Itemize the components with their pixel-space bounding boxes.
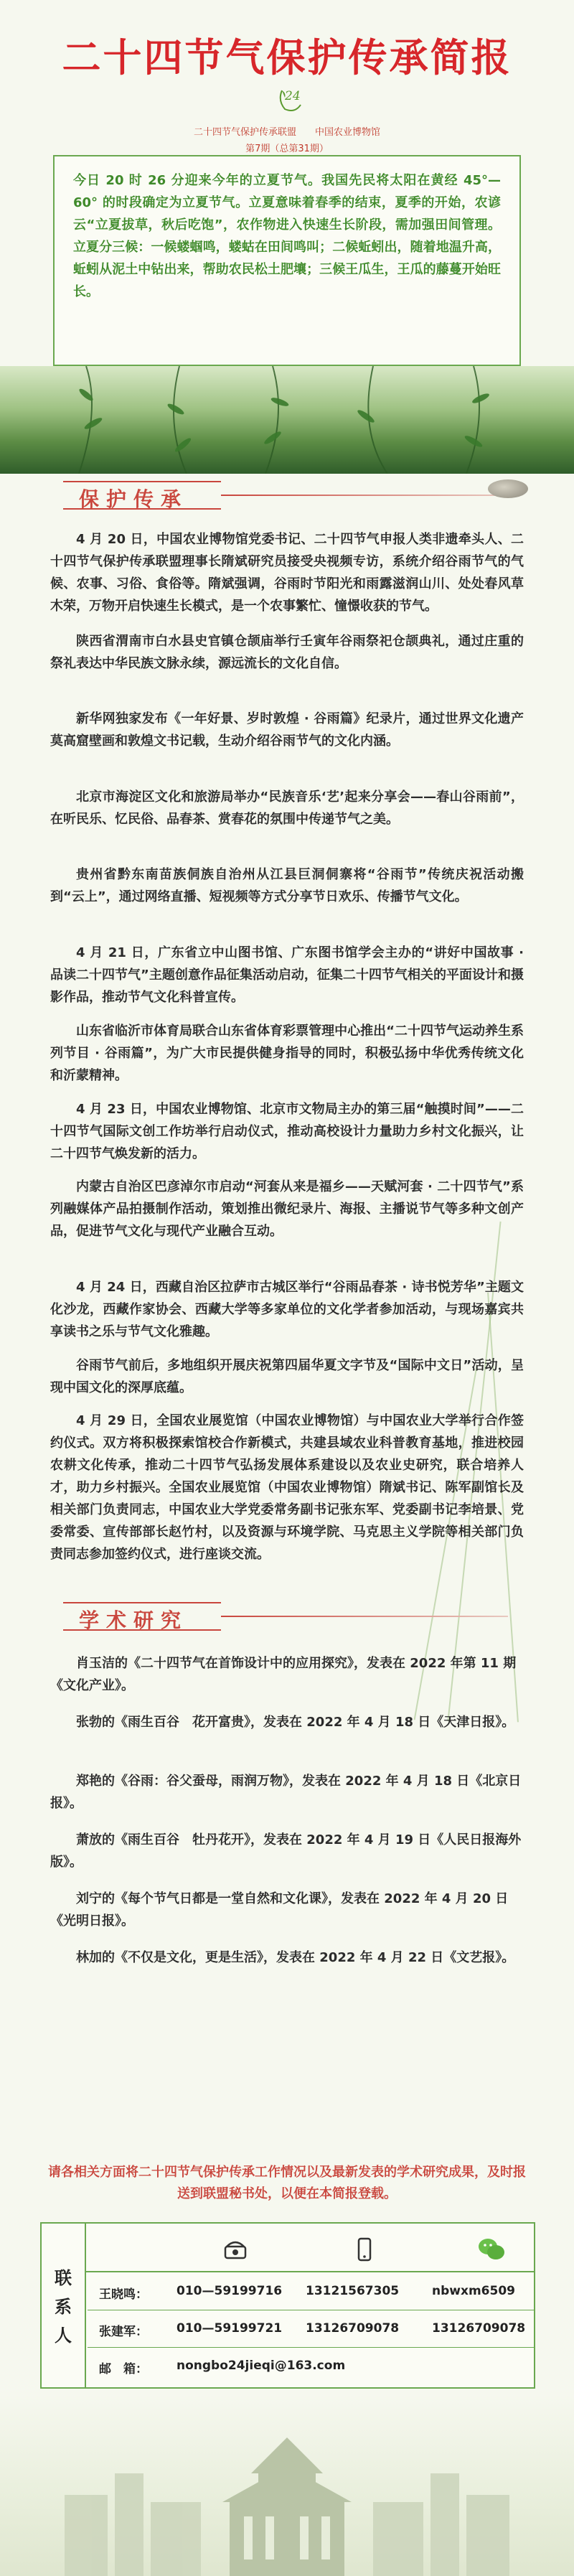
protect-para: 新华网独家发布《一年好景、岁时敦煌 · 谷雨篇》纪录片，通过世界文化遗产莫高窟壁画和敦煌文书记载，生动介绍谷雨节气的文化内涵。 bbox=[50, 711, 524, 749]
willow-decoration bbox=[0, 366, 574, 474]
section-research-header bbox=[22, 1595, 552, 1641]
contact-icons-row bbox=[86, 2229, 534, 2272]
mobile-icon bbox=[352, 2237, 377, 2262]
research-ref: 萧放的《雨生百谷 牡丹花开》，发表在 2022 年 4 月 19 日《人民日报海外版》。 bbox=[50, 1832, 522, 1870]
contact-mobile: 13121567305 bbox=[306, 2284, 400, 2298]
contact-name: 张建军： bbox=[99, 2325, 148, 2339]
intro-box: 今日 20 时 26 分迎来今年的立夏节气。我国先民将太阳在黄经 45°—60° 的时段确定为立夏节气。立夏意味着春季的结束，夏季的开始，农谚云“立夏拔草，秋后吃饱”，农作物进入快速生长阶段，需加强田间管理。立夏分三候：一候蝼蝈鸣，蝼蛄在田间鸣叫；二候蚯蚓出，随着地温升高，蚯蚓从泥土中钻出来，帮助农民松土肥壤；三候王瓜生，王瓜的藤蔓开始旺长。 bbox=[53, 155, 521, 366]
research-ref: 张勃的《雨生百谷 花开富贵》，发表在 2022 年 4 月 18 日《天津日报》。 bbox=[76, 1715, 515, 1730]
contact-side-char: 系 bbox=[55, 2297, 72, 2317]
header-orgs: 二十四节气保护传承联盟 中国农业博物馆 bbox=[193, 127, 380, 138]
protect-para: 山东省临沂市体育局联合山东省体育彩票管理中心推出“二十四节气运动养生系列节目 · 谷雨篇”，为广大市民提供健身指导的同时，积极弘扬中华优秀传统文化和沂蒙精神。 bbox=[50, 1024, 524, 1083]
contact-phone: 010—59199716 bbox=[177, 2284, 283, 2298]
protect-para: 贵州省黔东南苗族侗族自治州从江县巨洞侗寨将“谷雨节”传统庆祝活动搬到“云上”，通过网络直播、短视频等方式分享节日欢乐、传播节气文化。 bbox=[50, 867, 524, 904]
protect-para: 内蒙古自治区巴彦淖尔市启动“河套从来是福乡——天赋河套 · 二十四节气”系列融媒体产品拍摄制作活动，策划推出微纪录片、海报、主播说节气等多种文创产品，促进节气文化与现代产业融合互动。 bbox=[50, 1179, 524, 1239]
submission-notice: 请各相关方面将二十四节气保护传承工作情况以及最新发表的学术研究成果，及时报送到联盟秘书处，以便在本简报登载。 bbox=[48, 2165, 526, 2201]
section-protect-header bbox=[22, 474, 552, 520]
email-address[interactable]: nongbo24jieqi@163.com bbox=[177, 2359, 346, 2373]
protect-para: 4 月 24 日，西藏自治区拉萨市古城区举行“谷雨品春茶 · 诗书悦芳华”主题文化沙龙，西藏作家协会、西藏大学等多家单位的文化学者参加活动，与现场嘉宾共享读书之乐与节气文化雅趣。 bbox=[50, 1280, 524, 1339]
contact-wechat: 13126709078 bbox=[432, 2321, 526, 2336]
logo-24-icon bbox=[276, 85, 305, 113]
protect-para: 4 月 20 日，中国农业博物馆党委书记、二十四节气申报人类非遗牵头人、二十四节气保护传承联盟理事长隋斌研究员接受央视频专访，系统介绍谷雨节气的气候、农事、习俗、食俗等。隋斌强调，谷雨时节阳光和雨露滋润山川、处处春风草木荣，万物开启快速生长模式，是一个农事繁忙、憧憬收获的节气。 bbox=[50, 532, 524, 614]
contact-phone: 010—59199721 bbox=[177, 2321, 283, 2336]
row-divider bbox=[88, 2347, 534, 2348]
museum-skyline-decoration bbox=[0, 2394, 574, 2576]
section-research-title: 学术研究 bbox=[79, 1608, 189, 1632]
contact-name: 王晓鸣： bbox=[99, 2287, 148, 2302]
protect-para: 4 月 23 日，中国农业博物馆、北京市文物局主办的第三届“触摸时间”——二十四节气国际文创工作坊举行启动仪式，推动高校设计力量助力乡村文化振兴，让二十四节气焕发新的活力。 bbox=[50, 1102, 524, 1161]
page-title: 二十四节气保护传承简报 bbox=[62, 34, 512, 80]
section-protect-title: 保护传承 bbox=[79, 487, 189, 511]
email-label: 邮 箱： bbox=[99, 2362, 148, 2376]
contact-table bbox=[40, 2222, 535, 2389]
contact-side-label bbox=[42, 2224, 86, 2387]
phone-icon bbox=[222, 2237, 248, 2262]
contact-side-char: 联 bbox=[55, 2268, 72, 2288]
section-line bbox=[221, 495, 508, 496]
research-ref: 林加的《不仅是文化，更是生活》，发表在 2022 年 4 月 22 日《文艺报》。 bbox=[76, 1950, 515, 1965]
contact-wechat: nbwxm6509 bbox=[432, 2284, 515, 2298]
logo-24-text: 24 bbox=[285, 89, 301, 103]
protect-para: 4 月 29 日，全国农业展览馆（中国农业博物馆）与中国农业大学举行合作签约仪式。双方将积极探索馆校合作新模式，共建县域农业科普教育基地，推进校园农耕文化传承，推动二十四节气弘扬发展体系建设以及农业史研究，联合培养人才，助力乡村振兴。全国农业展览馆（中国农业博物馆）隋斌书记、陈军副馆长及相关部门负责同志，中国农业大学党委常务副书记张东军、党委副书记李培景、党委常委、宣传部部长赵竹村，以及资源与环境学院、马克思主义学院等相关部门负责同志参加签约仪式，进行座谈交流。 bbox=[50, 1413, 524, 1562]
protect-para: 谷雨节气前后，多地组织开展庆祝第四届华夏文字节及“国际中文日”活动，呈现中国文化的深厚底蕴。 bbox=[50, 1358, 524, 1395]
stone-icon bbox=[488, 479, 528, 498]
wechat-icon bbox=[477, 2237, 503, 2262]
protect-para: 陕西省渭南市白水县史官镇仓颉庙举行壬寅年谷雨祭祀仓颉典礼，通过庄重的祭礼表达中华民族文脉永续，源远流长的文化自信。 bbox=[50, 634, 524, 671]
research-ref: 刘宁的《每个节气日都是一堂自然和文化课》，发表在 2022 年 4 月 20 日《光明日报》。 bbox=[50, 1891, 509, 1929]
section-line bbox=[221, 1616, 508, 1617]
protect-para: 北京市海淀区文化和旅游局举办“民族音乐‘艺’起来分享会——春山谷雨前”，在听民乐、忆民俗、品春茶、赏春花的氛围中传递节气之美。 bbox=[50, 790, 524, 827]
research-ref: 郑艳的《谷雨：谷父蚕母，雨润万物》，发表在 2022 年 4 月 18 日《北京日报》。 bbox=[50, 1774, 522, 1811]
contact-side-char: 人 bbox=[55, 2326, 72, 2346]
contact-mobile: 13126709078 bbox=[306, 2321, 400, 2336]
header-issue: 第7期（总第31期） bbox=[245, 144, 329, 154]
protect-para: 4 月 21 日，广东省立中山图书馆、广东图书馆学会主办的“讲好中国故事 · 品读二十四节气”主题创意作品征集活动启动，征集二十四节气相关的平面设计和摄影作品，推动节气文化科普宣传。 bbox=[50, 945, 524, 1005]
research-ref: 肖玉洁的《二十四节气在首饰设计中的应用探究》，发表在 2022 年第 11 期《文化产业》。 bbox=[50, 1656, 517, 1693]
